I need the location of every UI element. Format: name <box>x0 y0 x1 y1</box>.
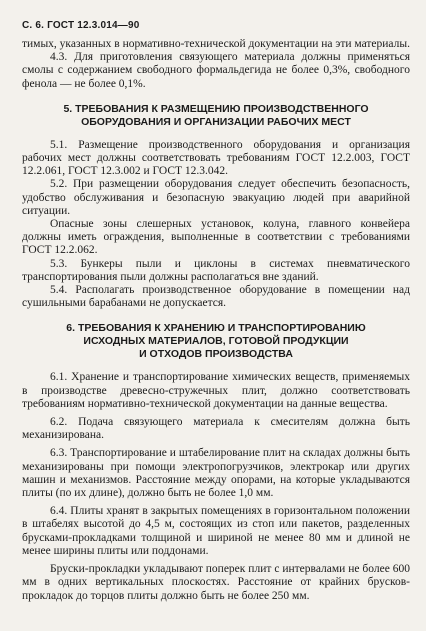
page-body <box>22 38 410 603</box>
paragraph-5-4: 5.4. Располагать производственное оборудование в помещении над сушильными барабанами не допускается. <box>22 284 410 310</box>
running-head: С. 6. ГОСТ 12.3.014—90 <box>22 20 140 31</box>
paragraph-4-3: 4.3. Для приготовления связующего материала должны применяться смолы с содержанием свободного формальдегида не более 0,3%, свободного фенола — не более 0,1%. <box>22 51 410 90</box>
section-5-heading-line2: ОБОРУДОВАНИЯ И ОРГАНИЗАЦИИ РАБОЧИХ МЕСТ <box>81 115 351 128</box>
section-6-heading-line1: 6. ТРЕБОВАНИЯ К ХРАНЕНИЮ И ТРАНСПОРТИРОВАНИЮ <box>66 322 366 335</box>
paragraph-5-3: 5.3. Бункеры пыли и циклоны в системах пневматического транспортирования пыли должны располагаться вне зданий. <box>22 257 410 283</box>
paragraph-5-2-hazard: Опасные зоны слешерных установок, колуна, главного конвейера должны иметь ограждения, выполненные в соответствии с требованиями ГОСТ 12.2.062. <box>22 218 410 257</box>
section-6-heading <box>22 322 410 361</box>
section-5-heading <box>22 103 410 129</box>
section-6-heading-line2: ИСХОДНЫХ МАТЕРИАЛОВ, ГОТОВОЙ ПРОДУКЦИИ <box>83 335 349 348</box>
paragraph-6-3: 6.3. Транспортирование и штабелирование плит на складах должны быть механизированы при помощи электропогрузчиков, электрокар или других машин и механизмов. Расстояние между опорами, на которые укладываются плиты (по их длине), должно быть не более 1,0 мм. <box>22 447 410 500</box>
paragraph-5-2: 5.2. При размещении оборудования следует обеспечить безопасность, удобство обслуживания и безопасную эвакуацию людей при аварийной ситуации. <box>22 178 410 217</box>
paragraph-6-4: 6.4. Плиты хранят в закрытых помещениях в горизонтальном положении в штабелях высотой до 4,5 м, состоящих из стоп или пакетов, разделенных брусками-прокладками толщиной и шириной не менее 80 мм и длиной не менее ширины плиты или поддонами. <box>22 505 410 557</box>
section-6-heading-line3: И ОТХОДОВ ПРОИЗВОДСТВА <box>139 348 293 361</box>
paragraph-6-4-bars: Бруски-прокладки укладывают поперек плит с интервалами не более 600 мм в одних вертикальных плоскостях. Расстояние от крайних брусков-прокладок до торцов плиты должно быть не более 250 мм. <box>22 563 410 602</box>
paragraph-4-2-cont: тимых, указанных в нормативно-технической документации на эти материалы. <box>22 38 410 50</box>
section-5-heading-line1: 5. ТРЕБОВАНИЯ К РАЗМЕЩЕНИЮ ПРОИЗВОДСТВЕННОГО <box>63 102 369 115</box>
paragraph-6-2: 6.2. Подача связующего материала к смесителям должна быть механизирована. <box>22 416 410 442</box>
paragraph-6-1: 6.1. Хранение и транспортирование химических веществ, применяемых в производстве древесно-стружечных плит, должно соответствовать требованиям нормативно-технической документации на данные вещества. <box>22 371 410 410</box>
paragraph-5-1: 5.1. Размещение производственного оборудования и организация рабочих мест должны соответствовать требованиям ГОСТ 12.2.003, ГОСТ 12.2.061, ГОСТ 12.3.002 и ГОСТ 12.3.042. <box>22 138 410 178</box>
